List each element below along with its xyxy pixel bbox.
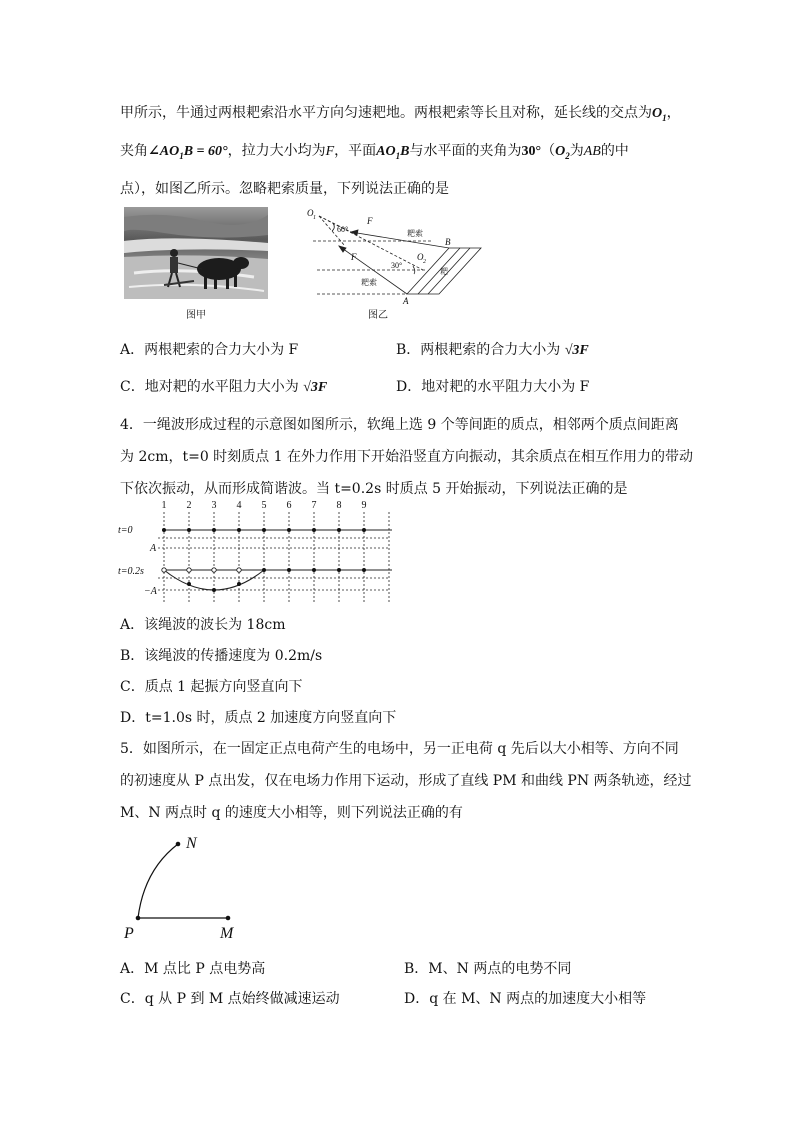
q5-option-b: B．M、N 两点的电势不同 (404, 961, 572, 977)
point-P-label: P (124, 925, 134, 942)
particle-4-label: 4 (236, 500, 242, 511)
figure-jia-caption: 图甲 (186, 310, 206, 321)
q5-line-1: 5．如图所示，在一固定正点电荷产生的电场中，另一正电荷 q 先后以大小相等、方向不同 (120, 741, 679, 757)
q4-option-b: B．该绳波的传播速度为 0.2m/s (120, 648, 323, 664)
q5-option-c: C．q 从 P 到 M 点始终做减速运动 (120, 991, 340, 1007)
particle-7-label: 7 (311, 500, 317, 511)
q5-line-3: M、N 两点时 q 的速度大小相等，则下列说法正确的有 (120, 805, 463, 821)
particle-9-label: 9 (361, 500, 367, 511)
q3-option-c: C．地对耙的水平阻力大小为 √3F (120, 379, 328, 395)
q4-line-1: 4．一绳波形成过程的示意图如图所示，软绳上选 9 个等间距的质点，相邻两个质点间距离 (120, 417, 679, 433)
fig-label-B: B (445, 237, 451, 247)
particle-6-label: 6 (286, 500, 292, 511)
fig-label-harrow: 耙 (440, 267, 448, 276)
q3-line-1: 甲所示，牛通过两根耙索沿水平方向匀速耙地。两根耙索等长且对称，延长线的交点为$O_1$， (120, 105, 681, 123)
t0-label: t=0 (118, 525, 133, 536)
q5-trajectory-figure (118, 830, 248, 942)
point-M-label: M (220, 925, 234, 942)
q4-option-d: D．t=1.0s 时，质点 2 加速度方向竖直向下 (120, 710, 397, 726)
particle-5-label: 5 (261, 500, 267, 511)
amp-A-label: A (150, 543, 157, 554)
q4-line-3: 下依次振动，从而形成简谐波。当 t=0.2s 时质点 5 开始振动，下列说法正确的是 (120, 481, 628, 497)
q3-option-d: D．地对耙的水平阻力大小为 F (396, 379, 590, 395)
amp-negA-label: −A (144, 586, 157, 597)
q3-option-b: B．两根耙索的合力大小为 √3F (396, 342, 589, 358)
figure-jia-photo (124, 207, 268, 299)
fig-label-O1: O (307, 208, 314, 218)
figure-yi-caption: 图乙 (368, 310, 388, 321)
q5-line-2: 的初速度从 P 点出发，仅在电场力作用下运动，形成了直线 PM 和曲线 PN 两条轨迹，经过 (120, 773, 692, 789)
particle-3-label: 3 (211, 500, 217, 511)
figure-yi-diagram (303, 204, 483, 308)
q5-option-a: A．M 点比 P 点电势高 (120, 961, 266, 977)
q3-line-3: 点），如图乙所示。忽略耙索质量，下列说法正确的是 (120, 181, 449, 197)
fig-label-O2-sub: 2 (423, 259, 426, 265)
q4-option-c: C．质点 1 起振方向竖直向下 (120, 679, 303, 695)
q3-option-a: A．两根耙索的合力大小为 F (120, 342, 299, 358)
fig-label-rope-lower: 耙索 (361, 278, 377, 287)
q4-line-2: 为 2cm，t=0 时刻质点 1 在外力作用下开始沿竖直方向振动，其余质点在相互作用力的带动 (120, 449, 693, 465)
fig-label-A: A (403, 296, 409, 306)
fig-label-O1-sub: 1 (313, 215, 316, 221)
q3-line-2: 夹角$\angle AO_1B = 60^\circ$，拉力大小均为F，平面$AO_1B$与水平面的夹角为$30^\circ(O_2$为AB的中 (120, 143, 629, 161)
q4-option-a: A．该绳波的波长为 18cm (120, 617, 286, 633)
particle-2-label: 2 (186, 500, 192, 511)
fig-label-F-lower: F (351, 252, 357, 262)
fig-label-30deg: 30° (391, 261, 403, 270)
point-N-label: N (186, 835, 197, 852)
t02-label: t=0.2s (118, 566, 144, 577)
particle-1-label: 1 (161, 500, 167, 511)
fig-label-rope-upper: 耙索 (407, 229, 423, 238)
q4-wave-figure (118, 498, 394, 606)
fig-label-F-upper: F (367, 216, 373, 226)
particle-8-label: 8 (336, 500, 342, 511)
q5-option-d: D．q 在 M、N 两点的加速度大小相等 (404, 991, 647, 1007)
fig-label-60deg: 60° (337, 225, 349, 234)
fig-label-O2: O (417, 252, 424, 262)
